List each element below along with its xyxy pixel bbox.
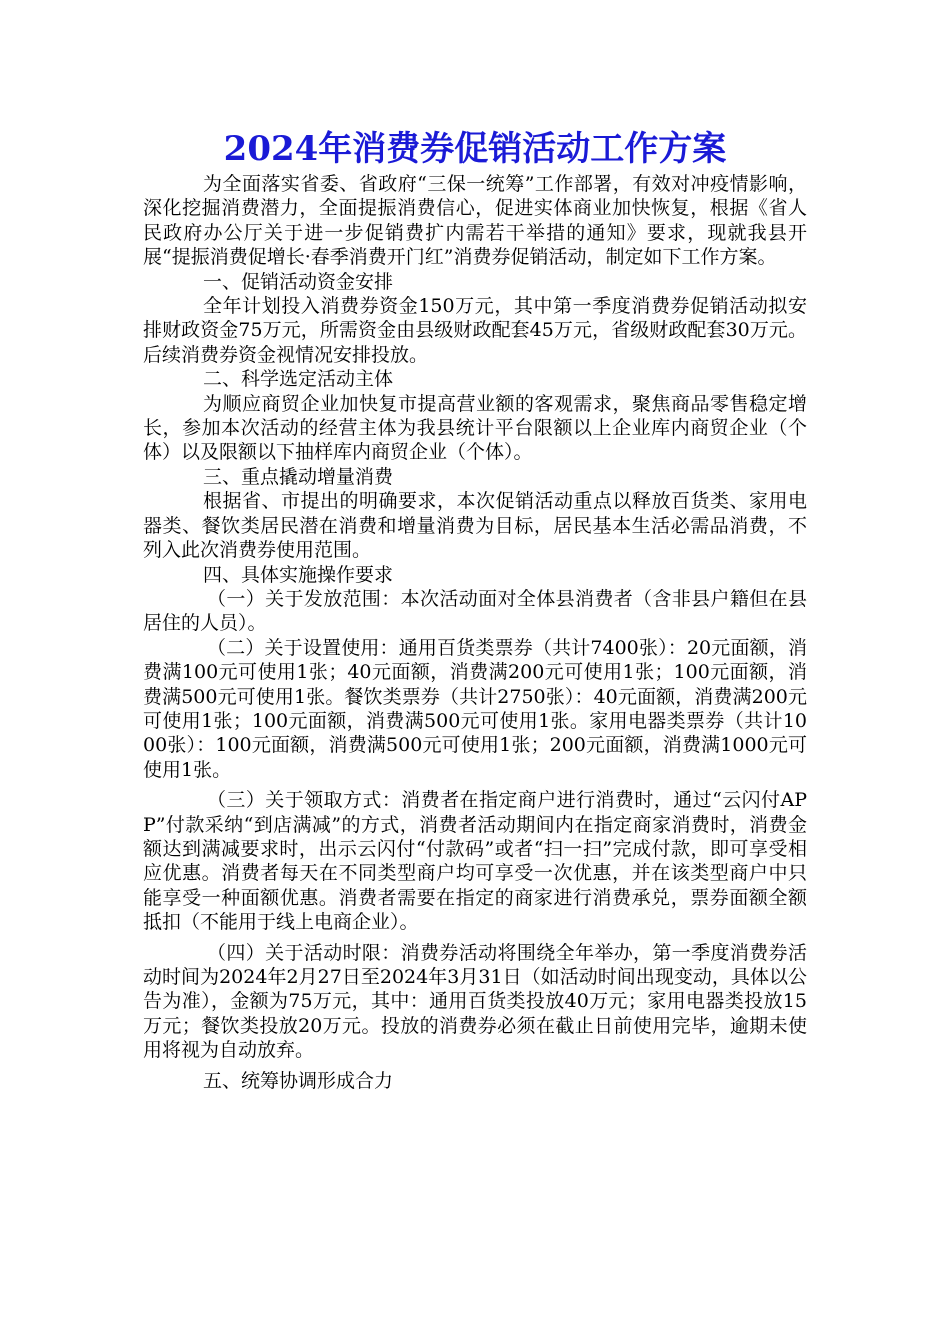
- section-heading-2: 二、科学选定活动主体: [203, 368, 394, 391]
- section-heading-4: 四、具体实施操作要求: [203, 563, 394, 586]
- section-body-1: 全年计划投入消费券资金150万元，其中第一季度消费券促销活动拟安排财政资金75万元，所需资金由县级财政配套45万元，省级财政配套30万元。后续消费券资金视情况安排投放。: [143, 295, 807, 366]
- section-heading-5: 五、统筹协调形成合力: [203, 1069, 394, 1092]
- intro-paragraph: 为全面落实省委、省政府“三保一统筹”工作部署，有效对冲疫情影响，深化挖掘消费潜力，全面提振消费信心，促进实体商业加快恢复，根据《省人民政府办公厅关于进一步促销费扩内需若干举措的通知》要求，现就我县开展“提振消费促增长·春季消费开门红”消费券促销活动，制定如下工作方案。: [143, 173, 807, 269]
- section-item-4-1: （一）关于发放范围：本次活动面对全体县消费者（含非县户籍但在县居住的人员）。: [143, 587, 807, 635]
- section-body-2: 为顺应商贸企业加快复市提高营业额的客观需求，聚焦商品零售稳定增长，参加本次活动的经营主体为我县统计平台限额以上企业库内商贸企业（个体）以及限额以下抽样库内商贸企业（个体）。: [143, 392, 807, 464]
- section-item-4-2: （二）关于设置使用：通用百货类票券（共计7400张）：20元面额，消费满100元可使用1张；40元面额，消费满200元可使用1张；100元面额，消费满500元可使用1张。餐饮类票券（共计2750张）：40元面额，消费满200元可使用1张；100元面额，消费满500元可使用1张。家用电器类票券（共计1000张）：100元面额，消费满500元可使用1张；200元面额，消费满1000元可使用1张。: [143, 636, 807, 781]
- document-title: 2024年消费券促销活动工作方案: [223, 129, 727, 169]
- section-heading-3: 三、重点撬动增量消费: [203, 465, 394, 488]
- section-item-4-4: （四）关于活动时限：消费券活动将围绕全年举办，第一季度消费券活动时间为2024年2月27日至2024年3月31日（如活动时间出现变动，具体以公告为准），金额为75万元，其中：通用百货类投放40万元；家用电器类投放15万元；餐饮类投放20万元。投放的消费券必须在截止日前使用完毕，逾期未使用将视为自动放弃。: [143, 941, 807, 1062]
- section-item-4-3: （三）关于领取方式：消费者在指定商户进行消费时，通过“云闪付APP”付款采纳“到店满减”的方式，消费者活动期间内在指定商家消费时，消费金额达到满减要求时，出示云闪付“付款码”或者“扫一扫”完成付款，即可享受相应优惠。消费者每天在不同类型商户均可享受一次优惠，并在该类型商户中只能享受一种面额优惠。消费者需要在指定的商家进行消费承兑，票券面额全额抵扣（不能用于线上电商企业）。: [143, 789, 807, 934]
- section-body-3: 根据省、市提出的明确要求，本次促销活动重点以释放百货类、家用电器类、餐饮类居民潜在消费和增量消费为目标，居民基本生活必需品消费，不列入此次消费券使用范围。: [143, 490, 807, 562]
- document-page: [143, 126, 807, 1093]
- section-heading-1: 一、促销活动资金安排: [203, 270, 394, 293]
